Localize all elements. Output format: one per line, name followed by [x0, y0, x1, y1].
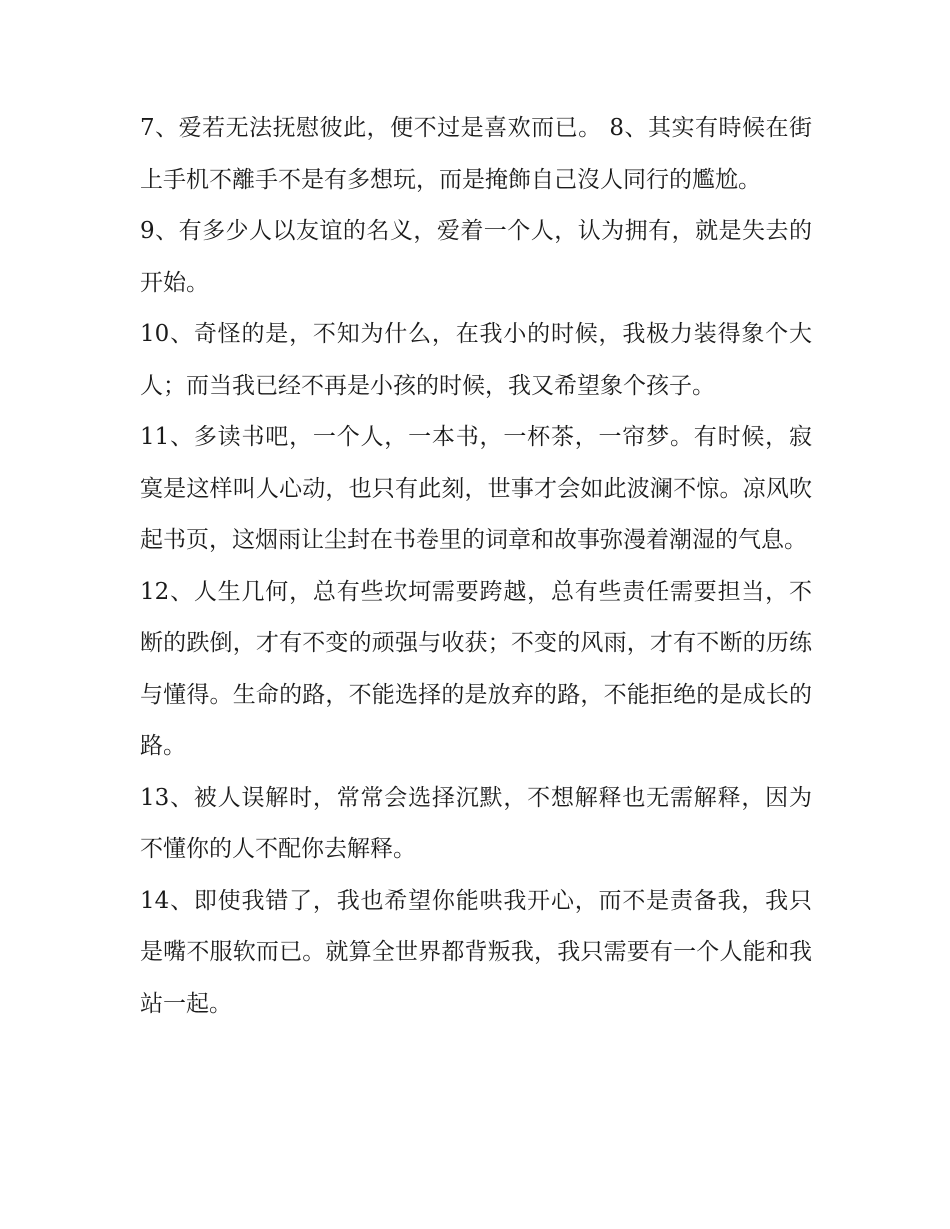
paragraph-quote-10: 10、奇怪的是，不知为什么，在我小的时候，我极力装得象个大人；而当我已经不再是小孩的时候，我又希望象个孩子。 — [140, 321, 812, 399]
paragraph-quote-14: 14、即使我错了，我也希望你能哄我开心，而不是责备我，我只是嘴不服软而已。就算全世界都背叛我，我只需要有一个人能和我站一起。 — [140, 887, 812, 1017]
paragraph-quote-9: 9、有多少人以友谊的名义，爱着一个人，认为拥有，就是失去的开始。 — [140, 218, 812, 296]
document-body — [140, 103, 812, 1030]
paragraph-quote-11: 11、多读书吧，一个人，一本书，一杯茶，一帘梦。有时候，寂寞是这样叫人心动，也只有此刻，世事才会如此波澜不惊。凉风吹起书页，这烟雨让尘封在书卷里的词章和故事弥漫着潮湿的气息。 — [140, 424, 812, 553]
paragraph-quote-7-8: 7、爱若无法抚慰彼此，便不过是喜欢而已。 8、其实有時候在街上手机不離手不是有多想玩，而是掩飾自己沒人同行的尷尬。 — [140, 115, 812, 193]
paragraph-quote-13: 13、被人误解时，常常会选择沉默，不想解释也无需解释，因为不懂你的人不配你去解释。 — [140, 784, 812, 862]
paragraph-quote-12: 12、人生几何，总有些坎坷需要跨越，总有些责任需要担当，不断的跌倒，才有不变的顽强与收获；不变的风雨，才有不断的历练与懂得。生命的路，不能选择的是放弃的路，不能拒绝的是成长的路。 — [140, 578, 812, 759]
